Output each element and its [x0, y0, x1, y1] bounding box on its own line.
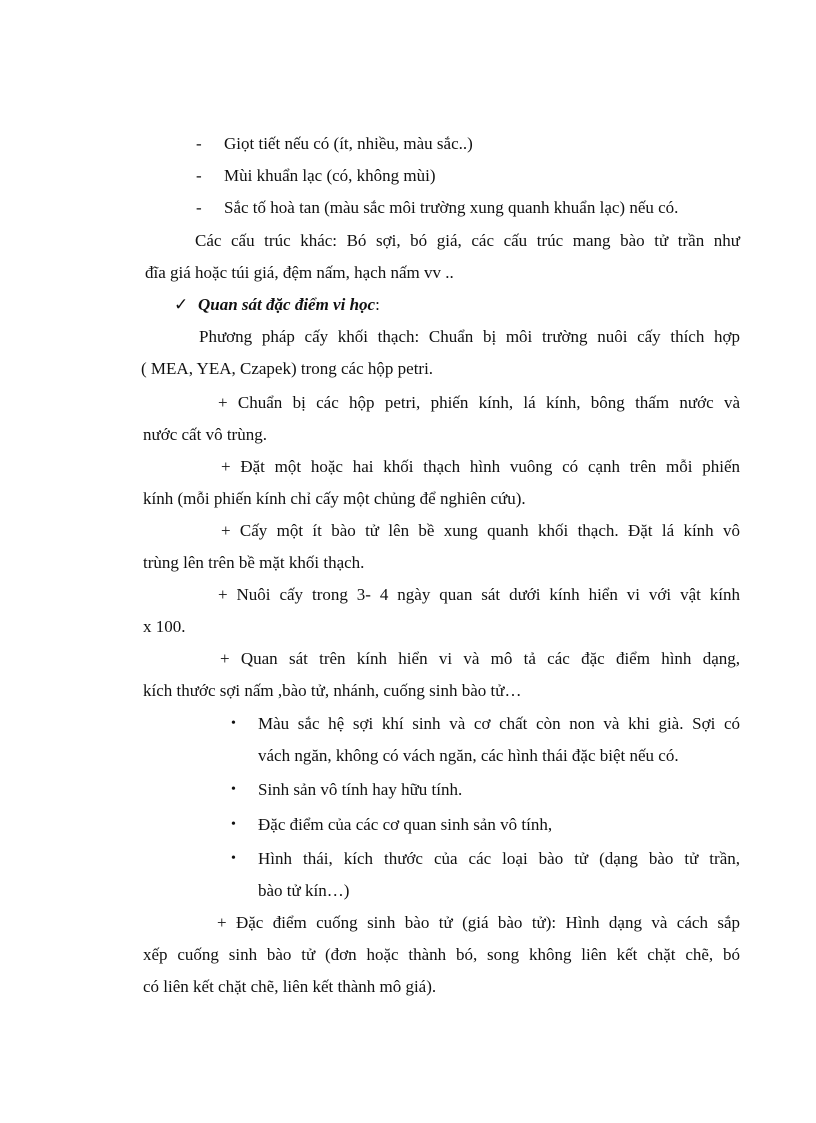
- check-mark-icon: ✓: [174, 295, 189, 314]
- bullet-2-line-1: Sinh sản vô tính hay hữu tính.: [258, 780, 463, 799]
- step-2-line-2: kính (mỗi phiến kính chỉ cấy một chủng để nghiên cứu).: [143, 489, 526, 508]
- method-para-line-2: ( MEA, YEA, Czapek) trong các hộp petri.: [141, 359, 434, 378]
- structures-para-line-1: Các cấu trúc khác: Bó sợi, bó giá, các cấu trúc mang bào tử trần như: [195, 231, 740, 250]
- step-1-line-2: nước cất vô trùng.: [143, 425, 267, 444]
- bullet-marker: •: [231, 817, 236, 832]
- section-heading: [198, 294, 380, 316]
- section-heading-suffix: :: [375, 295, 380, 314]
- dash-marker: -: [196, 134, 202, 153]
- bullet-4-line-2: bào tử kín…): [258, 881, 350, 900]
- section-heading-text: Quan sát đặc điểm vi học: [198, 295, 376, 314]
- bullet-1-line-2: vách ngăn, không có vách ngăn, các hình thái đặc biệt nếu có.: [258, 746, 679, 765]
- step-3-line-2: trùng lên trên bề mặt khối thạch.: [143, 553, 365, 572]
- dash-marker: -: [196, 198, 202, 217]
- structures-para-line-2: đĩa giá hoặc túi giá, đệm nấm, hạch nấm vv ..: [145, 263, 454, 282]
- step-2-line-1: + Đặt một hoặc hai khối thạch hình vuông có cạnh trên mỗi phiến: [221, 457, 740, 476]
- method-para-line-1: Phương pháp cấy khối thạch: Chuẩn bị môi trường nuôi cấy thích hợp: [199, 327, 740, 346]
- final-para-line-3: có liên kết chặt chẽ, liên kết thành mô giá).: [143, 977, 437, 996]
- dash-item-odor: Mùi khuẩn lạc (có, không mùi): [224, 166, 436, 185]
- final-para-line-2: xếp cuống sinh bào tử (đơn hoặc thành bó, song không liên kết chặt chẽ, bó: [143, 945, 740, 964]
- final-para-line-1: + Đặc điểm cuống sinh bào tử (giá bào tử): Hình dạng và cách sắp: [217, 913, 740, 932]
- step-4-line-1: + Nuôi cấy trong 3- 4 ngày quan sát dưới kính hiển vi với vật kính: [218, 585, 740, 604]
- step-3-line-1: + Cấy một ít bào tử lên bề xung quanh khối thạch. Đặt lá kính vô: [221, 521, 740, 540]
- step-4-line-2: x 100.: [143, 617, 186, 636]
- bullet-marker: •: [231, 716, 236, 731]
- step-1-line-1: + Chuẩn bị các hộp petri, phiến kính, lá kính, bông thấm nước và: [218, 393, 740, 412]
- step-5-line-2: kích thước sợi nấm ,bào tử, nhánh, cuống sinh bào tử…: [143, 681, 522, 700]
- dash-item-pigment: Sắc tố hoà tan (màu sắc môi trường xung quanh khuẩn lạc) nếu có.: [224, 198, 679, 217]
- bullet-marker: •: [231, 782, 236, 797]
- bullet-marker: •: [231, 851, 236, 866]
- bullet-3-line-1: Đặc điểm của các cơ quan sinh sản vô tính,: [258, 815, 553, 834]
- dash-item-exudate: Giọt tiết nếu có (ít, nhiều, màu sắc..): [224, 134, 473, 153]
- bullet-4-line-1: Hình thái, kích thước của các loại bào tử (dạng bào tử trần,: [258, 849, 740, 868]
- dash-marker: -: [196, 166, 202, 185]
- step-5-line-1: + Quan sát trên kính hiển vi và mô tả các đặc điểm hình dạng,: [220, 649, 740, 668]
- bullet-1-line-1: Màu sắc hệ sợi khí sinh và cơ chất còn non và khi già. Sợi có: [258, 714, 740, 733]
